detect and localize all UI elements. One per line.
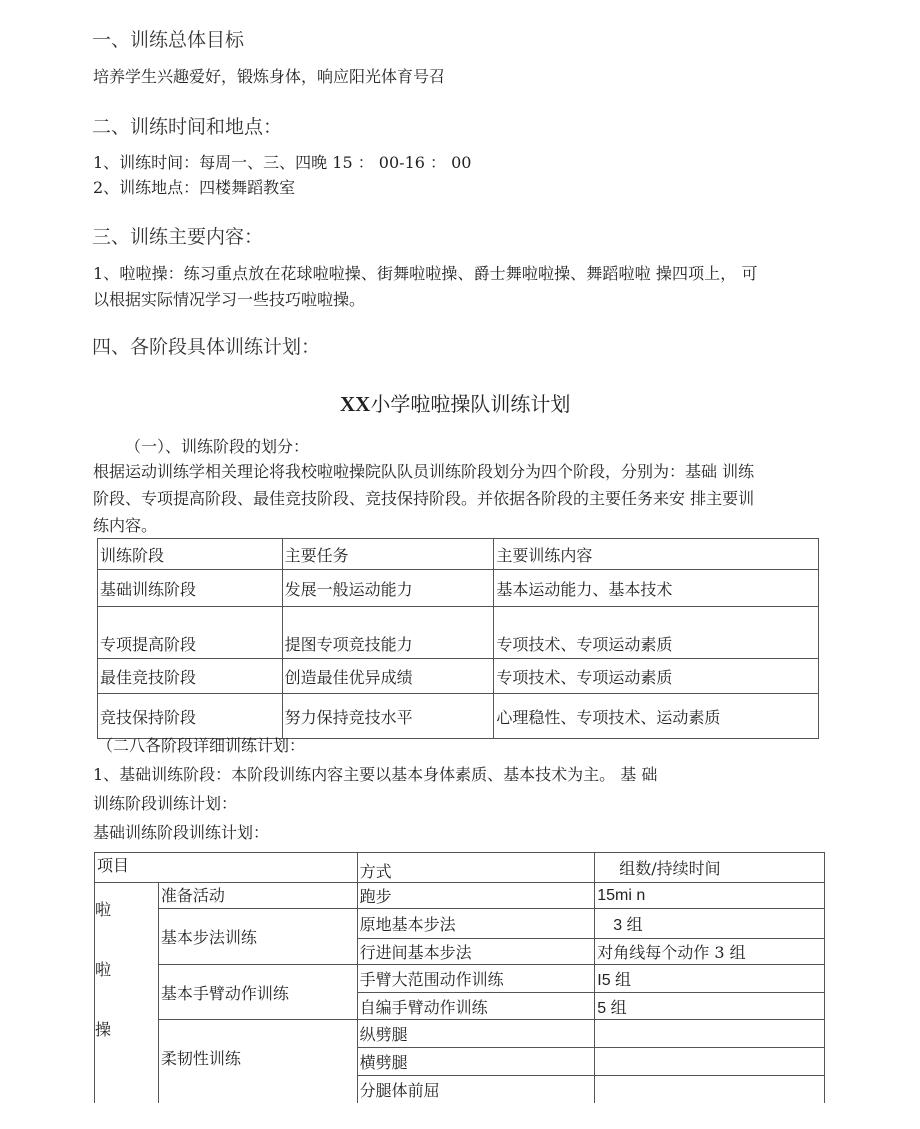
detail-line-1: 1、基础训练阶段：本阶段训练内容主要以基本身体素质、基本技术为主。 基 础 bbox=[93, 765, 658, 784]
content-cell: 基本运动能力、基本技术 bbox=[494, 570, 819, 607]
group-name: 柔韧性训练 bbox=[158, 1020, 357, 1104]
training-place: 2、训练地点：四楼舞蹈教室 bbox=[93, 178, 296, 197]
task-cell: 努力保持竞技水平 bbox=[282, 694, 494, 739]
method-cell: 自编手臂动作训练 bbox=[357, 993, 595, 1020]
content-cell: 专项技术、专项运动素质 bbox=[494, 607, 819, 659]
training-time: 1、训练时间：每周一、三、四晚 15 ： 00-16 ： 00 bbox=[93, 153, 472, 172]
method-cell: 手臂大范围动作训练 bbox=[357, 965, 595, 993]
stage-cell: 竞技保持阶段 bbox=[98, 694, 283, 739]
section-1-text: 培养学生兴趣爱好，锻炼身体，响应阳光体育号召 bbox=[93, 67, 446, 86]
table-row bbox=[95, 909, 825, 939]
subsection-1-heading: （一）、训练阶段的划分： bbox=[125, 437, 310, 456]
section-3-heading: 三、训练主要内容： bbox=[92, 226, 264, 248]
method-cell: 行进间基本步法 bbox=[357, 939, 595, 965]
header-task: 主要任务 bbox=[282, 539, 494, 570]
sets-cell: 5 组 bbox=[595, 993, 825, 1020]
sets-cell: I5 组 bbox=[595, 965, 825, 993]
stage-cell: 基础训练阶段 bbox=[98, 570, 283, 607]
task-cell: 创造最佳优异成绩 bbox=[282, 659, 494, 694]
sets-cell bbox=[595, 1048, 825, 1076]
content-cell: 心理稳性、专项技术、运动素质 bbox=[494, 694, 819, 739]
plan-title-rest: 小学啦啦操队训练计划 bbox=[370, 392, 571, 416]
sets-cell bbox=[595, 1020, 825, 1048]
category-char: 啦 bbox=[95, 900, 112, 919]
plan-title bbox=[340, 388, 570, 417]
basic-training-table bbox=[94, 852, 825, 1103]
basic-table-header bbox=[95, 853, 825, 883]
table-row bbox=[95, 883, 825, 909]
plan-paragraph-line-2: 阶段、专项提高阶段、最佳竞技阶段、竞技保持阶段。并依据各阶段的主要任务来安 排主要训 bbox=[93, 489, 755, 508]
category-char: 啦 bbox=[95, 960, 112, 979]
stage-table-header bbox=[98, 539, 819, 570]
table-row bbox=[95, 965, 825, 993]
group-name: 准备活动 bbox=[158, 883, 357, 909]
method-cell: 原地基本步法 bbox=[357, 909, 595, 939]
header-project: 项目 bbox=[95, 853, 358, 883]
table-row bbox=[98, 659, 819, 694]
content-cell: 专项技术、专项运动素质 bbox=[494, 659, 819, 694]
method-cell: 纵劈腿 bbox=[357, 1020, 595, 1048]
sets-cell: 对角线每个动作 3 组 bbox=[595, 939, 825, 965]
sets-cell: 15mi n bbox=[595, 883, 825, 909]
table-row bbox=[98, 570, 819, 607]
plan-paragraph-line-1: 根据运动训练学相关理论将我校啦啦操院队队员训练阶段划分为四个阶段，分别为：基础 训练 bbox=[93, 462, 755, 481]
stage-cell: 最佳竞技阶段 bbox=[98, 659, 283, 694]
method-cell: 分腿体前屈 bbox=[357, 1076, 595, 1104]
task-cell: 发展一般运动能力 bbox=[282, 570, 494, 607]
sets-cell bbox=[595, 1076, 825, 1104]
sets-cell: 3 组 bbox=[595, 909, 825, 939]
header-content: 主要训练内容 bbox=[494, 539, 819, 570]
table-row bbox=[98, 694, 819, 739]
group-name: 基本手臂动作训练 bbox=[158, 965, 357, 1020]
table-row bbox=[98, 607, 819, 659]
stage-cell: 专项提高阶段 bbox=[98, 607, 283, 659]
plan-title-prefix: XX bbox=[340, 392, 371, 416]
category-char: 操 bbox=[95, 1020, 112, 1039]
task-cell: 提图专项竞技能力 bbox=[282, 607, 494, 659]
section-4-heading: 四、各阶段具体训练计划： bbox=[92, 336, 321, 358]
section-2-heading: 二、训练时间和地点： bbox=[92, 116, 283, 138]
plan-paragraph-line-3: 练内容。 bbox=[93, 516, 158, 535]
header-method: 方式 bbox=[357, 853, 595, 883]
table-row bbox=[95, 1020, 825, 1048]
stage-table bbox=[97, 538, 819, 739]
category-cheerleading bbox=[95, 883, 159, 1104]
section-3-line-2: 以根据实际情况学习一些技巧啦啦操。 bbox=[93, 290, 366, 309]
method-cell: 横劈腿 bbox=[357, 1048, 595, 1076]
header-stage: 训练阶段 bbox=[98, 539, 283, 570]
group-name: 基本步法训练 bbox=[158, 909, 357, 965]
header-sets-duration: 组数/持续时间 bbox=[595, 853, 825, 883]
section-1-heading: 一、训练总体目标 bbox=[92, 29, 245, 51]
section-3-line-1: 1、啦啦操：练习重点放在花球啦啦操、街舞啦啦操、爵士舞啦啦操、舞蹈啦啦 操四项上， 可 bbox=[93, 264, 758, 283]
detail-line-2: 训练阶段训练计划： bbox=[93, 794, 238, 813]
subsection-2-heading: （二八各阶段详细训练计划： bbox=[97, 736, 306, 755]
method-cell: 跑步 bbox=[357, 883, 595, 909]
detail-line-3: 基础训练阶段训练计划： bbox=[93, 823, 270, 842]
